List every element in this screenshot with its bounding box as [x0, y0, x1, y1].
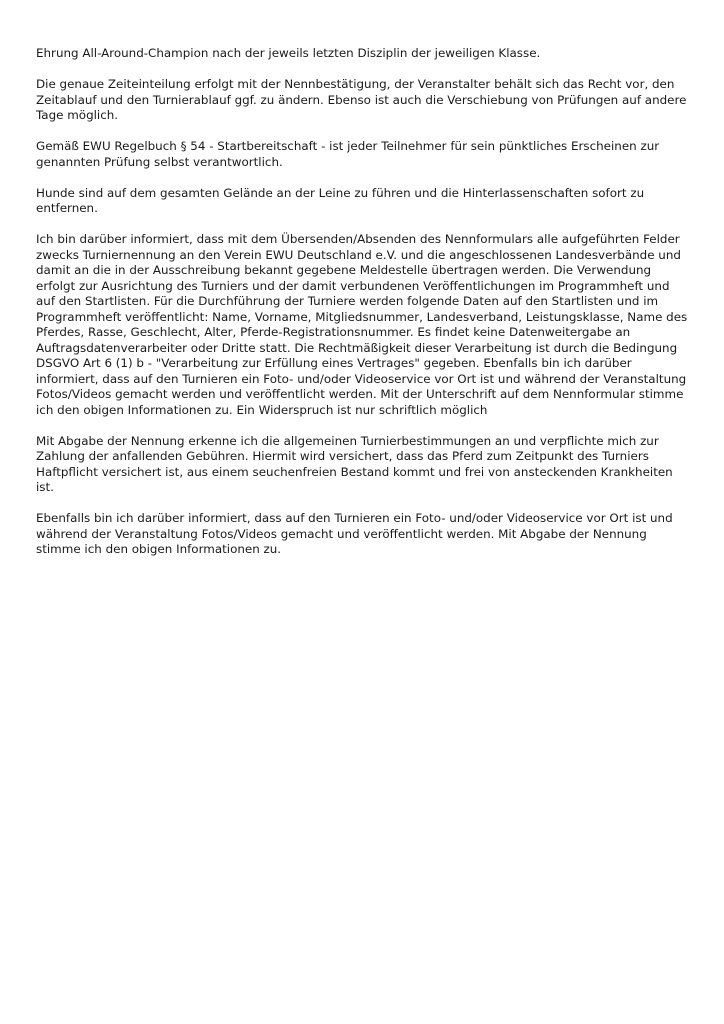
- paragraph-hunde: Hunde sind auf dem gesamten Gelände an der Leine zu führen und die Hinterlassenschaften sofort zu entfernen.: [36, 185, 645, 215]
- document-page: [36, 46, 688, 573]
- paragraph-turnierbestimmungen: Mit Abgabe der Nennung erkenne ich die allgemeinen Turnierbestimmungen an und verpflichte mich zur Zahlung der anfallenden Gebühren. Hiermit wird versichert, dass das Pferd zum Zeitpunkt des Turniers Haftpflicht versichert ist, aus einem seuchenfreien Bestand kommt und frei von ansteckenden Krankheiten ist.: [36, 433, 673, 494]
- paragraph-datenschutz: Ich bin darüber informiert, dass mit dem Übersenden/Absenden des Nennformulars alle aufgeführten Felder zwecks Turniernennung an den Verein EWU Deutschland e.V. und die angeschlossenen Landesverbände und damit an die in der Ausschreibung bekannt gegebene Meldestelle übertragen werden. Die Verwendung erfolgt zur Ausrichtung des Turniers und der damit verbundenen Veröffentlichungen im Programmheft und auf den Startlisten. Für die Durchführung der Turniere werden folgende Daten auf den Startlisten und im Programmheft veröffentlicht: Name, Vorname, Mitgliedsnummer, Landesverband, Leistungsklasse, Name des Pferdes, Rasse, Geschlecht, Alter, Pferde-Registrationsnummer. Es findet keine Datenweitergabe an Auftragsdatenverarbeiter oder Dritte statt. Die Rechtmäßigkeit dieser Verarbeitung ist durch die Bedingung DSGVO Art 6 (1) b - "Verarbeitung zur Erfüllung eines Vertrages" gegeben. Ebenfalls bin ich darüber informiert, dass auf den Turnieren ein Foto- und/oder Videoservice vor Ort ist und während der Veranstaltung Fotos/Videos gemacht werden und veröffentlicht werden. Mit der Unterschrift auf dem Nennformular stimme ich den obigen Informationen zu. Ein Widerspruch ist nur schriftlich möglich: [36, 232, 688, 417]
- paragraph-all-around-champion: Ehrung All-Around-Champion nach der jeweils letzten Disziplin der jeweiligen Klasse.: [36, 46, 541, 60]
- paragraph-foto-videoservice: Ebenfalls bin ich darüber informiert, dass auf den Turnieren ein Foto- und/oder Videoservice vor Ort ist und während der Veranstaltung Fotos/Videos gemacht und veröffentlicht werden. Mit Abgabe der Nennung stimme ich den obigen Informationen zu.: [36, 511, 673, 556]
- paragraph-zeiteinteilung: Die genaue Zeiteinteilung erfolgt mit der Nennbestätigung, der Veranstalter behält sich das Recht vor, den Zeitablauf und den Turnierablauf ggf. zu ändern. Ebenso ist auch die Verschiebung von Prüfungen auf andere Tage möglich.: [36, 77, 687, 122]
- paragraph-startbereitschaft: Gemäß EWU Regelbuch § 54 - Startbereitschaft - ist jeder Teilnehmer für sein pünktliches Erscheinen zur genannten Prüfung selbst verantwortlich.: [36, 139, 660, 169]
